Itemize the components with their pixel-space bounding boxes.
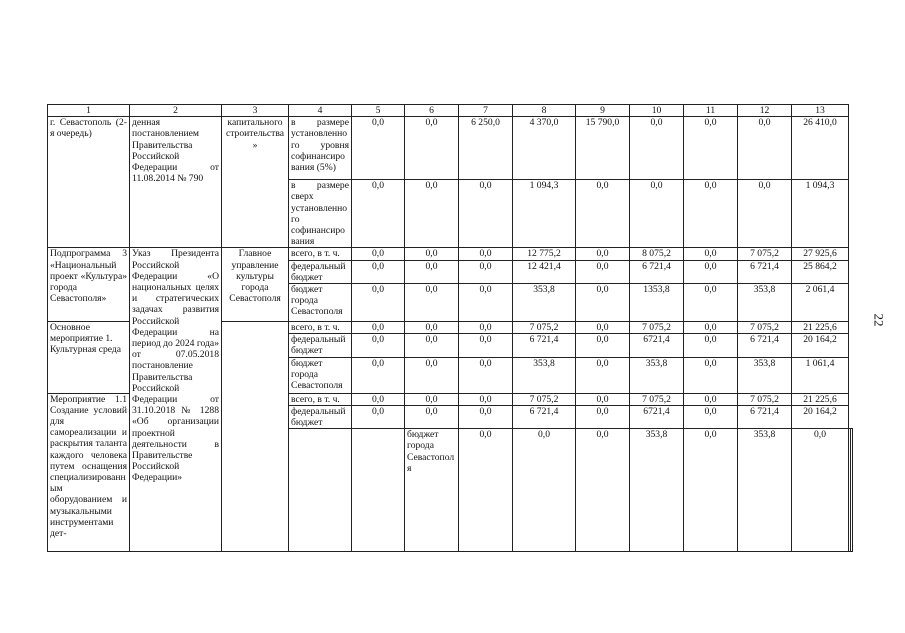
value-cell: 0,0 [684, 248, 738, 260]
value-cell: 0,0 [405, 322, 459, 334]
value-cell: 0,0 [459, 334, 513, 357]
value-cell: 7 075,2 [513, 322, 576, 334]
value-cell [851, 429, 853, 552]
value-cell: 0,0 [738, 117, 792, 180]
value-cell: 0,0 [630, 180, 684, 248]
value-cell: 0,0 [684, 405, 738, 428]
funding-source-cell: федеральный бюджет [289, 334, 352, 357]
executor-cell [222, 322, 289, 552]
value-cell: 0,0 [405, 260, 459, 283]
value-cell: 6 721,4 [513, 334, 576, 357]
value-cell: 0,0 [576, 334, 630, 357]
funding-source-cell: в размере установленного уровня софинансирования (5%) [289, 117, 352, 180]
value-cell: 353,8 [630, 357, 684, 393]
value-cell: 6 721,4 [630, 260, 684, 283]
value-cell: 7 075,2 [630, 322, 684, 334]
funding-source-cell: бюджет города Севастополя [289, 284, 352, 322]
value-cell: 0,0 [459, 357, 513, 393]
col-header: 11 [684, 105, 738, 117]
value-cell: 0,0 [405, 357, 459, 393]
budget-table [47, 104, 853, 552]
value-cell: 0,0 [352, 405, 405, 428]
value-cell: 21 225,6 [792, 322, 849, 334]
value-cell: 20 164,2 [792, 405, 849, 428]
value-cell: 7 075,2 [738, 248, 792, 260]
funding-source-cell: всего, в т. ч. [289, 393, 352, 405]
value-cell: 7 075,2 [738, 322, 792, 334]
value-cell: 0,0 [405, 248, 459, 260]
value-cell: 0,0 [352, 248, 405, 260]
value-cell: 0,0 [684, 322, 738, 334]
value-cell: 353,8 [738, 429, 792, 552]
value-cell: 0,0 [352, 322, 405, 334]
value-cell: 0,0 [576, 284, 630, 322]
value-cell: 4 370,0 [513, 117, 576, 180]
value-cell: 6 250,0 [459, 117, 513, 180]
value-cell: 0,0 [459, 322, 513, 334]
value-cell: 12 421,4 [513, 260, 576, 283]
value-cell: 0,0 [576, 248, 630, 260]
value-cell: 6 721,4 [738, 405, 792, 428]
value-cell: 0,0 [352, 180, 405, 248]
value-cell: 7 075,2 [738, 393, 792, 405]
table-row [48, 248, 853, 260]
value-cell: 0,0 [405, 180, 459, 248]
col-header: 12 [738, 105, 792, 117]
value-cell: 0,0 [684, 284, 738, 322]
value-cell: 0,0 [459, 284, 513, 322]
value-cell: 353,8 [630, 429, 684, 552]
subprogram-cell: Подпрограмма 3 «Национальный проект «Культура» города Севастополя» [48, 248, 130, 322]
value-cell: 0,0 [352, 334, 405, 357]
value-cell: 0,0 [459, 405, 513, 428]
col-header: 4 [289, 105, 352, 117]
value-cell: 0,0 [576, 429, 630, 552]
value-cell: 0,0 [684, 334, 738, 357]
basis-cell [289, 429, 352, 552]
value-cell: 6721,4 [630, 405, 684, 428]
value-cell: 0,0 [576, 180, 630, 248]
funding-source-cell: федеральный бюджет [289, 260, 352, 283]
header-row [48, 105, 853, 117]
col-header: 13 [792, 105, 849, 117]
value-cell: 0,0 [352, 117, 405, 180]
funding-source-cell: всего, в т. ч. [289, 322, 352, 334]
value-cell: 1 094,3 [513, 180, 576, 248]
value-cell: 7 075,2 [513, 393, 576, 405]
value-cell: 26 410,0 [792, 117, 849, 180]
location-cell: г. Севастополь (2-я очередь) [48, 117, 130, 248]
value-cell: 6 721,4 [738, 260, 792, 283]
value-cell: 1353,8 [630, 284, 684, 322]
value-cell: 0,0 [459, 260, 513, 283]
event-cell: Мероприятие 1.1 Создание условий для самореализации и раскрытия таланта каждого человека путем оснащения специализированным оборудованием и музыкальными инструментами дет- [48, 393, 130, 552]
value-cell: 0,0 [459, 180, 513, 248]
executor-cell [352, 429, 405, 552]
value-cell: 353,8 [513, 284, 576, 322]
value-cell: 6 721,4 [738, 334, 792, 357]
value-cell: 0,0 [576, 393, 630, 405]
value-cell: 6 721,4 [513, 405, 576, 428]
value-cell: 0,0 [576, 322, 630, 334]
value-cell: 0,0 [352, 357, 405, 393]
value-cell: 20 164,2 [792, 334, 849, 357]
value-cell: 0,0 [405, 284, 459, 322]
funding-source-cell: всего, в т. ч. [289, 248, 352, 260]
value-cell: 1 094,3 [792, 180, 849, 248]
value-cell: 0,0 [738, 180, 792, 248]
event-cell: Основное мероприятие 1. Культурная среда [48, 322, 130, 394]
funding-source-cell: бюджет города Севастополя [289, 357, 352, 393]
col-header: 7 [459, 105, 513, 117]
value-cell: 0,0 [405, 117, 459, 180]
value-cell: 0,0 [405, 334, 459, 357]
value-cell: 0,0 [459, 429, 513, 552]
col-header: 3 [222, 105, 289, 117]
value-cell: 0,0 [405, 405, 459, 428]
executor-cell: Главное управление культуры города Севастополя [222, 248, 289, 322]
page-number: 22 [871, 313, 887, 327]
value-cell: 15 790,0 [576, 117, 630, 180]
value-cell: 0,0 [405, 393, 459, 405]
value-cell: 0,0 [684, 260, 738, 283]
value-cell: 21 225,6 [792, 393, 849, 405]
value-cell: 25 864,2 [792, 260, 849, 283]
value-cell: 27 925,6 [792, 248, 849, 260]
col-header: 9 [576, 105, 630, 117]
col-header: 10 [630, 105, 684, 117]
value-cell: 0,0 [792, 429, 849, 552]
executor-cell: капитального строительства» [222, 117, 289, 248]
value-cell: 0,0 [684, 357, 738, 393]
table-row [48, 117, 853, 180]
col-header: 1 [48, 105, 130, 117]
basis-cell: Указ Президента Российской Федерации «О национальных целях и стратегических задачах развития Российской Федерации на период до 2024 года» от 07.05.2018 постановление Правительства Российской Федерации от 31.10.2018 № 1288 «Об организации проектной деятельности в Правительстве Российской Федерации» [130, 248, 222, 552]
funding-source-cell: федеральный бюджет [289, 405, 352, 428]
value-cell: 0,0 [684, 180, 738, 248]
value-cell: 0,0 [352, 284, 405, 322]
value-cell: 0,0 [576, 260, 630, 283]
value-cell: 0,0 [630, 117, 684, 180]
value-cell: 353,8 [738, 284, 792, 322]
value-cell: 353,8 [738, 357, 792, 393]
value-cell: 0,0 [352, 393, 405, 405]
col-header: 8 [513, 105, 576, 117]
value-cell: 2 061,4 [792, 284, 849, 322]
col-header: 6 [405, 105, 459, 117]
value-cell: 0,0 [684, 393, 738, 405]
value-cell: 0,0 [352, 260, 405, 283]
value-cell: 0,0 [684, 117, 738, 180]
value-cell: 0,0 [576, 357, 630, 393]
value-cell: 7 075,2 [630, 393, 684, 405]
value-cell: 6721,4 [630, 334, 684, 357]
funding-source-cell: в размере сверх установленного софинансирования [289, 180, 352, 248]
value-cell: 0,0 [459, 393, 513, 405]
col-header: 5 [352, 105, 405, 117]
value-cell: 12 775,2 [513, 248, 576, 260]
value-cell: 0,0 [576, 405, 630, 428]
value-cell: 0,0 [513, 429, 576, 552]
value-cell: 1 061,4 [792, 357, 849, 393]
value-cell: 0,0 [459, 248, 513, 260]
col-header: 2 [130, 105, 222, 117]
funding-source-cell: бюджет города Севастополя [405, 429, 459, 552]
value-cell: 0,0 [684, 429, 738, 552]
value-cell: 353,8 [513, 357, 576, 393]
basis-cell: денная постановлением Правительства Российской Федерации от 11.08.2014 № 790 [130, 117, 222, 248]
value-cell: 8 075,2 [630, 248, 684, 260]
